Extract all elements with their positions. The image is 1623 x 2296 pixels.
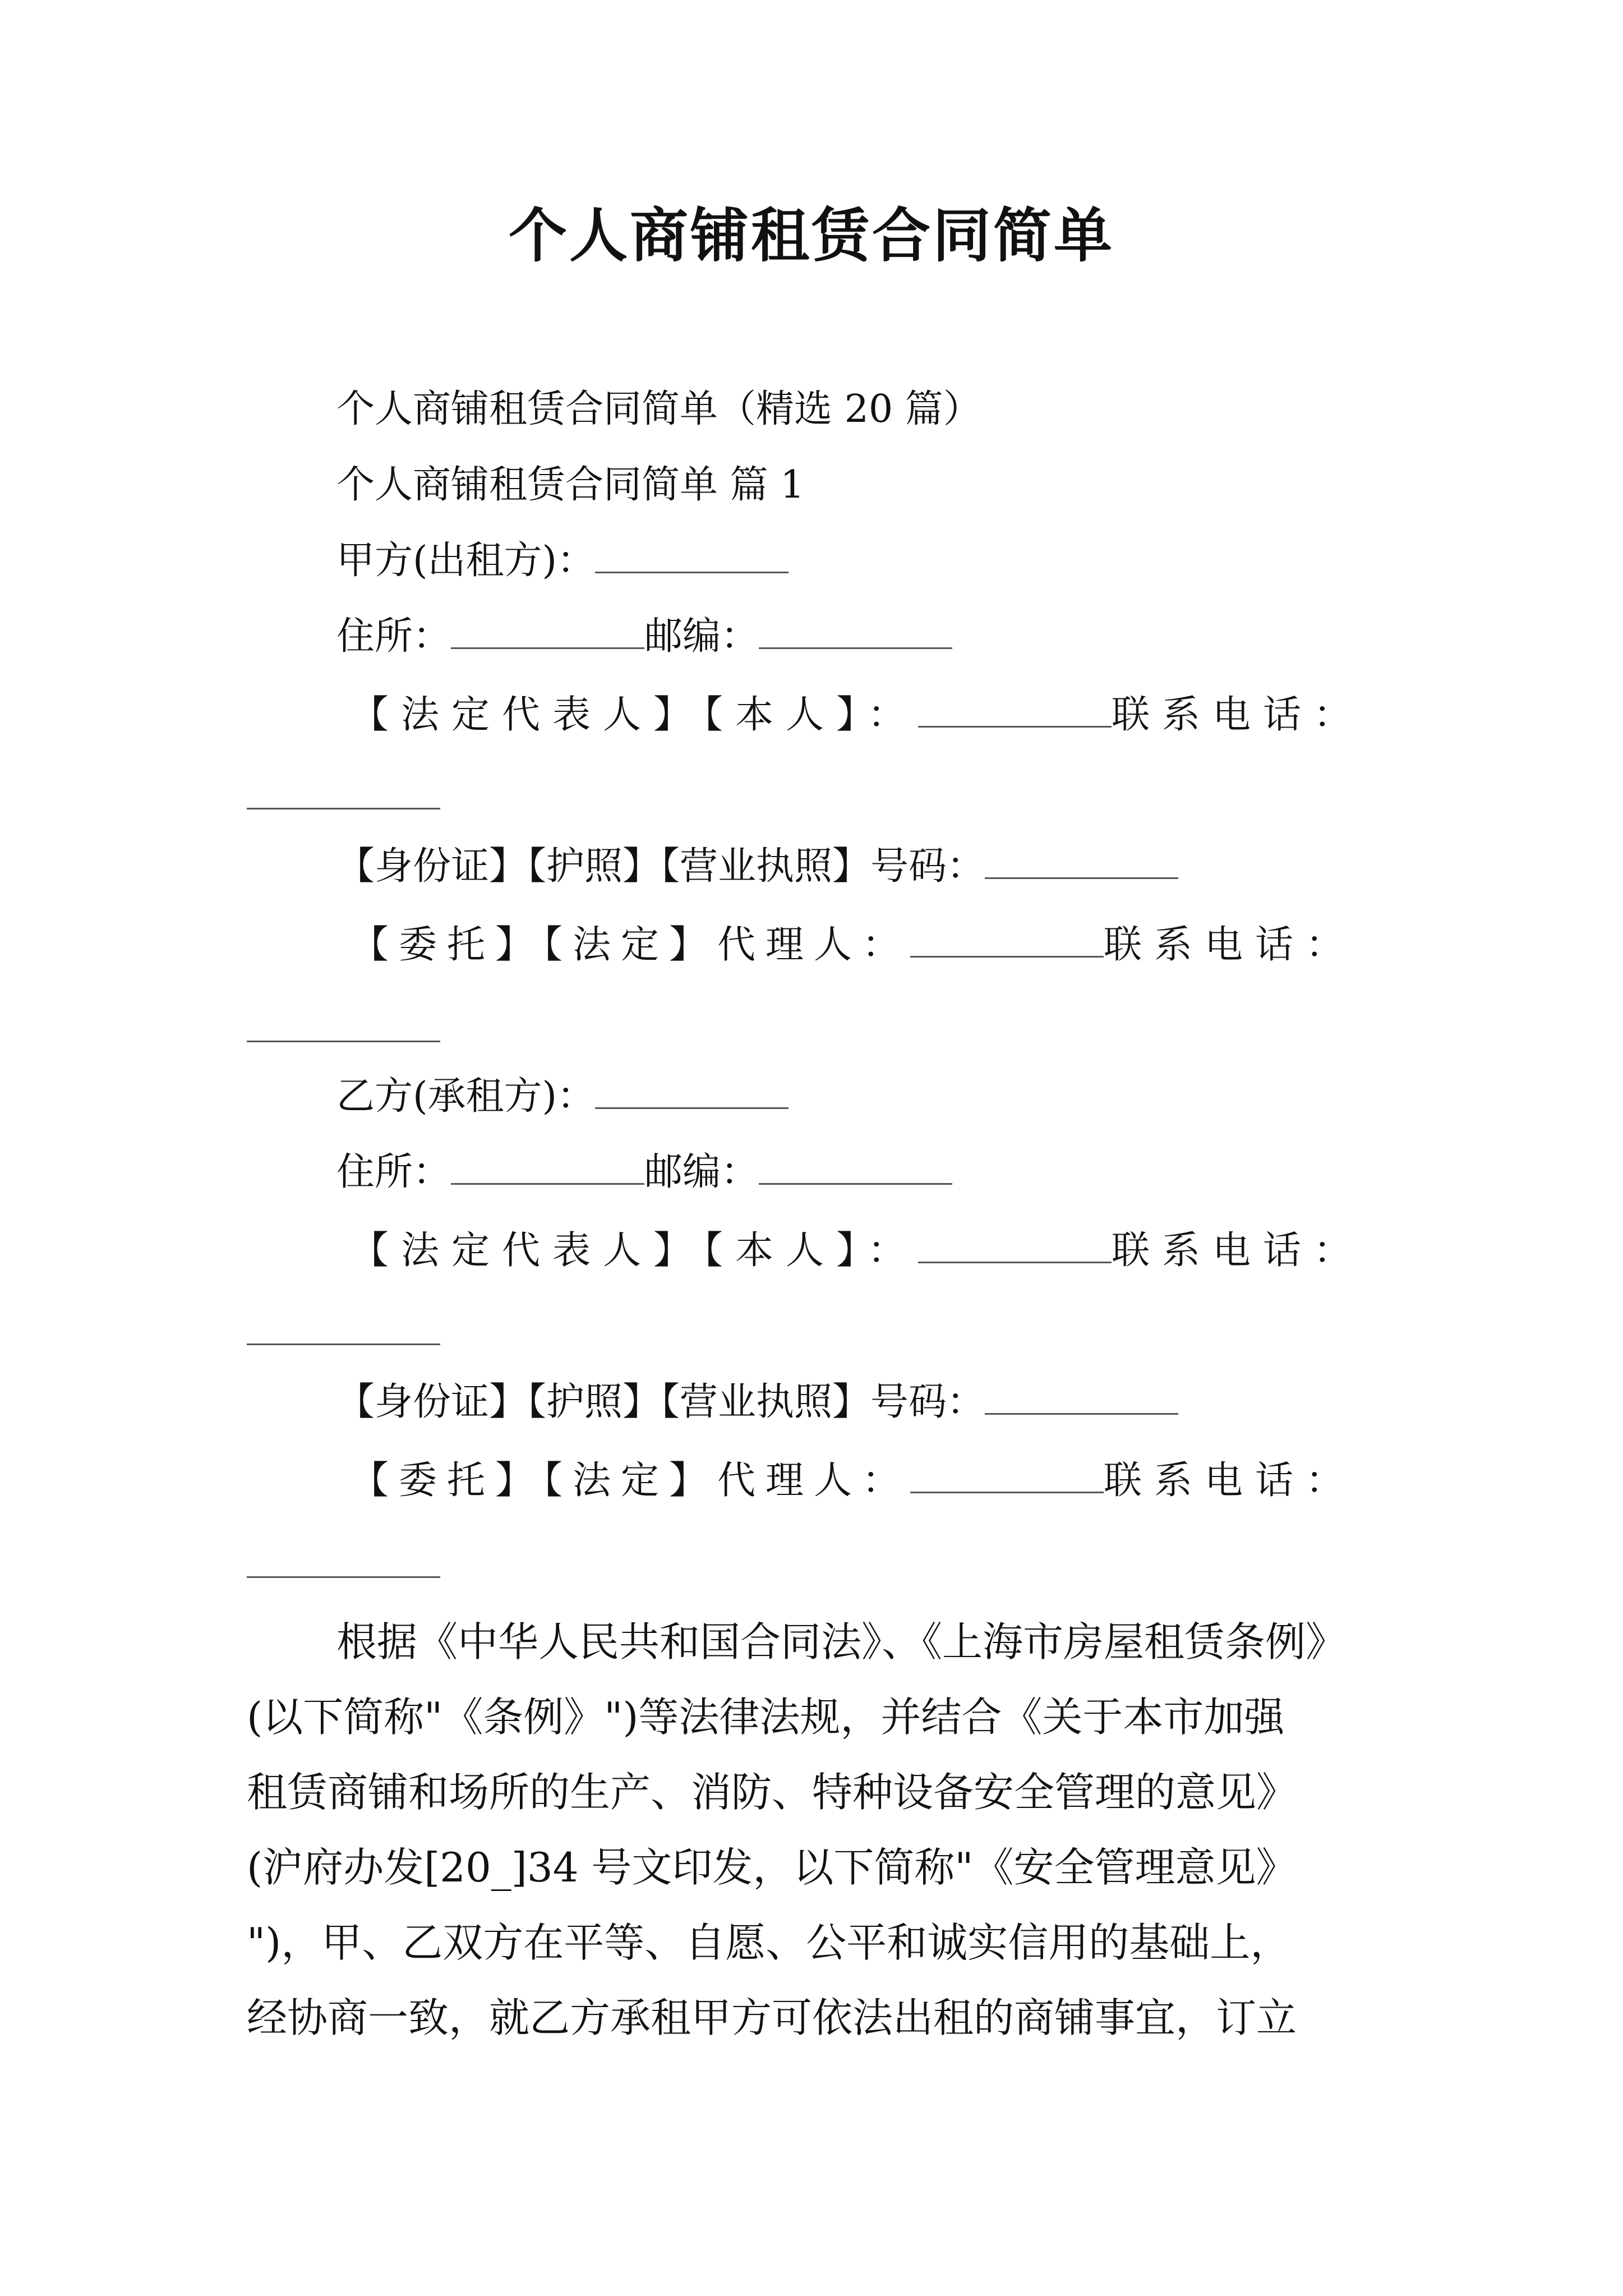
- body-line: ")，甲、乙双方在平等、自愿、公平和诚实信用的基础上，: [247, 1919, 1291, 1966]
- party-a-id-blank[interactable]: [985, 846, 1178, 879]
- party-a-agent-phone-label: 联系电话：: [1104, 923, 1357, 967]
- party-a-phone-blank[interactable]: [247, 808, 440, 809]
- body-paragraph: [247, 1604, 1380, 2055]
- party-a-id-label: 【身份证】【护照】【营业执照】号码：: [336, 844, 985, 889]
- party-b-phone-label: 联系电话：: [1112, 1228, 1364, 1273]
- document-subtitle: 个人商铺租赁合同简单（精选 20 篇）: [336, 387, 981, 431]
- party-a-rep-label: 【法定代表人】【本人】：: [351, 693, 919, 737]
- party-a-label: 甲方(出租方)：: [336, 539, 596, 583]
- party-a-address-label: 住所：: [336, 614, 451, 659]
- party-a-agent-line: [351, 920, 1356, 970]
- party-b-postcode-label: 邮编：: [644, 1150, 759, 1194]
- body-line: (以下简称"《条例》")等法律法规，并结合《关于本市加强: [247, 1694, 1285, 1741]
- party-a-rep-line: [351, 690, 1364, 740]
- section-heading: 个人商铺租赁合同简单 篇 1: [336, 463, 805, 507]
- party-a-line: [336, 536, 789, 586]
- party-b-rep-blank[interactable]: [918, 1230, 1112, 1263]
- party-a-address-line: [336, 611, 952, 662]
- party-b-rep-label: 【法定代表人】【本人】：: [351, 1228, 919, 1273]
- party-b-rep-line: [351, 1226, 1364, 1276]
- party-a-phone-label: 联系电话：: [1112, 693, 1364, 737]
- document-title: 个人商铺租赁合同简单: [508, 201, 1114, 270]
- party-a-postcode-blank[interactable]: [759, 616, 952, 649]
- party-a-rep-blank[interactable]: [918, 694, 1112, 728]
- party-b-phone-blank[interactable]: [247, 1343, 440, 1345]
- party-b-agent-phone-label: 联系电话：: [1104, 1458, 1357, 1503]
- party-b-agent-line: [351, 1456, 1356, 1506]
- body-line: 租赁商铺和场所的生产、消防、特种设备安全管理的意见》: [247, 1769, 1297, 1816]
- party-a-blank[interactable]: [595, 540, 789, 573]
- party-b-agent-label: 【委托】【法定】代理人：: [351, 1458, 911, 1503]
- body-line: 根据《中华人民共和国合同法》、《上海市房屋租赁条例》: [336, 1618, 1347, 1665]
- party-b-id-line: [336, 1377, 1178, 1428]
- party-a-agent-phone-blank[interactable]: [247, 1041, 440, 1042]
- party-b-address-label: 住所：: [336, 1150, 451, 1194]
- party-b-label: 乙方(承租方)：: [336, 1074, 596, 1119]
- party-a-agent-label: 【委托】【法定】代理人：: [351, 923, 911, 967]
- party-a-id-line: [336, 841, 1178, 892]
- party-b-line: [336, 1071, 789, 1122]
- body-line: (沪府办发[20_]34 号文印发，以下简称"《安全管理意见》: [247, 1844, 1297, 1891]
- party-b-id-blank[interactable]: [985, 1382, 1178, 1415]
- party-b-address-line: [336, 1147, 952, 1198]
- body-line: 经协商一致，就乙方承租甲方可依法出租的商铺事宜，订立: [247, 1994, 1297, 2041]
- party-b-postcode-blank[interactable]: [759, 1152, 952, 1185]
- party-a-address-blank[interactable]: [451, 616, 644, 649]
- party-b-blank[interactable]: [595, 1076, 789, 1109]
- party-b-agent-phone-blank[interactable]: [247, 1576, 440, 1578]
- party-a-agent-blank[interactable]: [910, 924, 1104, 958]
- party-a-postcode-label: 邮编：: [644, 614, 759, 659]
- party-b-address-blank[interactable]: [451, 1152, 644, 1185]
- party-b-agent-blank[interactable]: [910, 1460, 1104, 1493]
- party-b-id-label: 【身份证】【护照】【营业执照】号码：: [336, 1380, 985, 1424]
